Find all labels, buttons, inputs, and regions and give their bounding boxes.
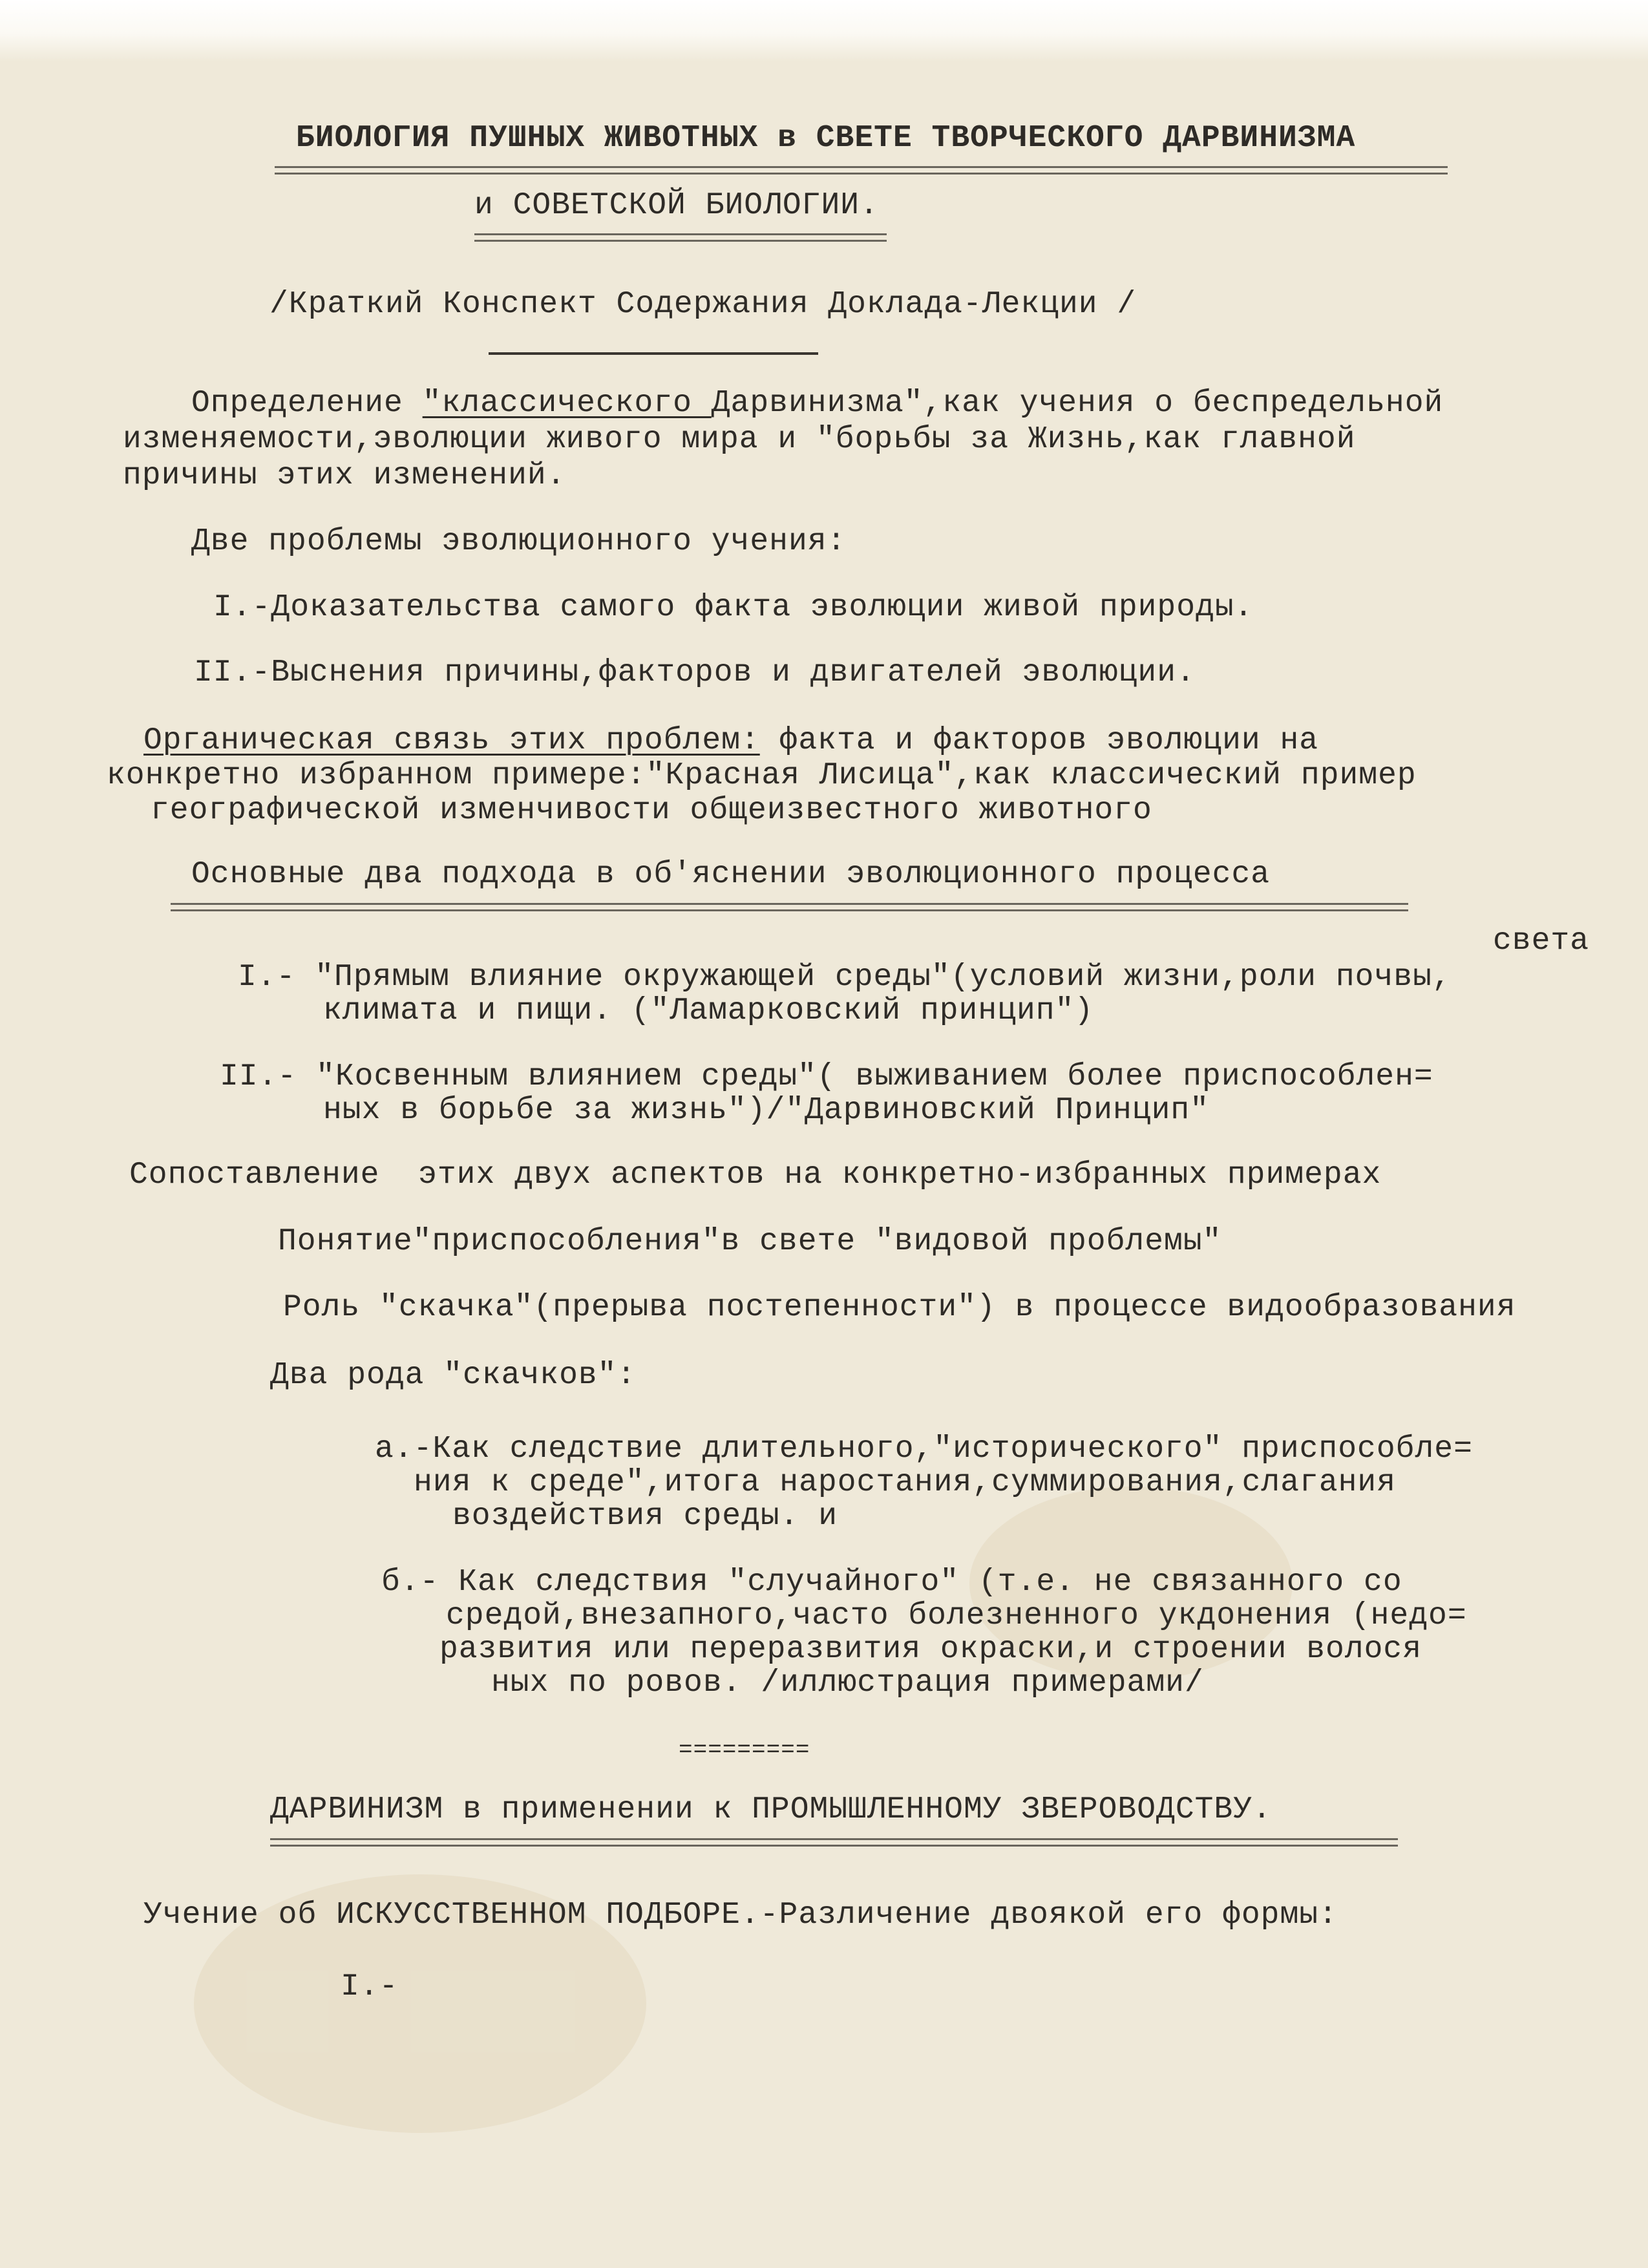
list-item-one: I.- [341, 1969, 399, 2004]
selection-line: Учение об ИСКУССТВЕННОМ ПОДБОРЕ.-Различение двоякой его формы: [143, 1898, 1338, 1933]
underlined-heading: Органическая связь этих проблем: [143, 723, 760, 758]
paragraph-line: причины этих изменений. [123, 458, 566, 493]
problem-item-1: I.-Доказательства самого факта эволюции живой природы. [213, 590, 1254, 625]
approaches-heading: Основные два подхода в об'яснении эволюционного процесса [191, 857, 1271, 892]
paragraph-line: развития или переразвития окраски,и строении волося [439, 1632, 1422, 1667]
leap-role-line: Роль "скачка"(прерыва постепенности") в процессе видообразования [283, 1290, 1516, 1325]
leap-item-b: б.- Как следствия "случайного" (т.е. не связанного со [381, 1565, 1402, 1600]
title-line-2: и СОВЕТСКОЙ БИОЛОГИИ. [474, 188, 879, 223]
paragraph-line: климата и пищи. ("Ламарковский принцип") [323, 993, 1094, 1028]
approaches-double-underline [171, 903, 1408, 911]
paragraph-definition: Определение "классического Дарвинизма",как учения о беспредельной [191, 386, 1444, 421]
subtitle-rule [489, 352, 818, 355]
section-2-double-underline [270, 1838, 1398, 1847]
document-subtitle: /Краткий Конспект Содержания Доклада-Лекции / [269, 287, 1137, 322]
paragraph-line: ния к среде",итога наростания,суммирования,слагания [414, 1465, 1397, 1500]
paragraph-line: средой,внезапного,часто болезненного укдонения (недо= [446, 1598, 1467, 1633]
paragraph-line: ных по ровов. /иллюстрация примерами/ [491, 1666, 1204, 1701]
paragraph-line: ных в борьбе за жизнь")/"Дарвиновский Принцип" [323, 1093, 1210, 1128]
paragraph-line: географической изменчивости общеизвестного животного [151, 793, 1152, 828]
organic-connection: Органическая связь этих проблем: факта и факторов эволюции на [143, 723, 1319, 758]
problems-intro: Две проблемы эволюционного учения: [191, 524, 847, 559]
paper-top-edge [0, 0, 1648, 61]
leap-item-a: а.-Как следствие длительного,"исторического" приспособле= [375, 1432, 1473, 1467]
approach-item-2: II.- "Косвенным влиянием среды"( выживанием более приспособлен= [220, 1059, 1433, 1094]
title-double-underline [275, 166, 1448, 175]
section-2-title: ДАРВИНИЗМ в применении к ПРОМЫШЛЕННОМУ ЗВЕРОВОДСТВУ. [270, 1792, 1272, 1827]
approach-item-1: I.- "Прямым влияние окружающей среды"(условий жизни,роли почвы, [238, 960, 1452, 995]
title-2-double-underline [474, 233, 887, 242]
margin-note: света [1493, 924, 1590, 959]
title-line-1: БИОЛОГИЯ ПУШНЫХ ЖИВОТНЫХ в СВЕТЕ ТВОРЧЕСКОГО ДАРВИНИЗМА [296, 121, 1356, 156]
document-title [296, 120, 1355, 156]
comparison-line: Сопоставление этих двух аспектов на конкретно-избранных примерах [129, 1158, 1382, 1192]
problem-item-2: II.-Выснения причины,факторов и двигателей эволюции. [194, 655, 1196, 690]
underlined-term: "классического [422, 386, 712, 421]
paragraph-line: конкретно избранном примере:"Красная Лисица",как классический пример [107, 758, 1417, 793]
paragraph-line: изменяемости,эволюции живого мира и "борьбы за Жизнь,как главной [123, 422, 1356, 457]
section-separator: ========= [679, 1737, 810, 1763]
leap-kinds-line: Два рода "скачков": [270, 1358, 637, 1393]
paragraph-line: воздействия среды. и [452, 1499, 838, 1534]
concept-line: Понятие"приспособления"в свете "видовой проблемы" [278, 1224, 1222, 1259]
